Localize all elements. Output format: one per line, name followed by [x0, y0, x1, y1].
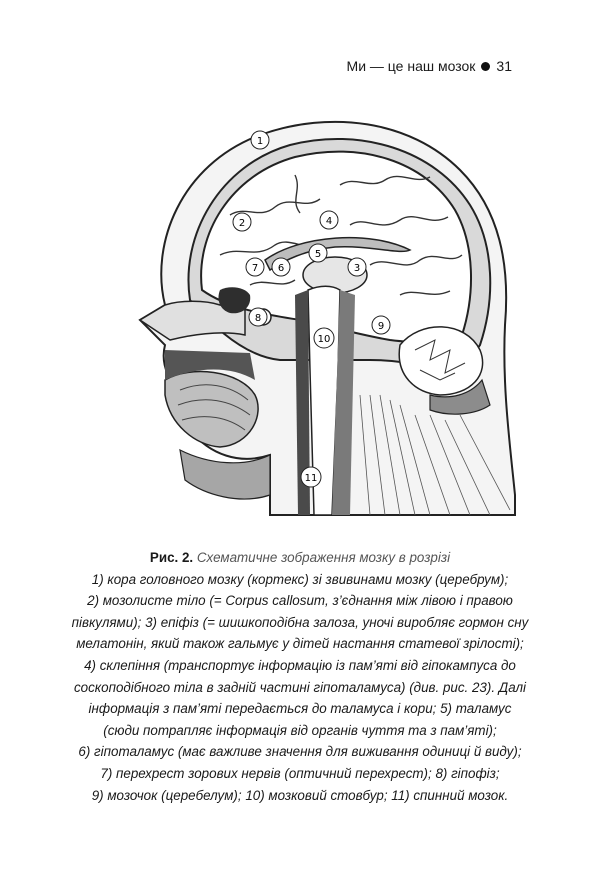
label-4 — [320, 211, 338, 229]
tongue — [165, 372, 258, 447]
caption-line: 4) склепіння (транспортує інформацію із пам’яті від гіпокампуса до — [84, 657, 516, 673]
caption-line: мелатонін, який також гальмує у дітей настання статевої зрілості); — [76, 636, 524, 652]
caption-line: 1) кора головного мозку (кортекс) зі звивинами мозку (церебрум); — [91, 571, 509, 587]
caption-line: 7) перехрест зорових нервів (оптичний перехрест); 8) гіпофіз; — [100, 765, 500, 781]
caption-line: півкулями); 3) епіфіз (= шишкоподібна залоза, уночі виробляє гормон сну — [71, 614, 529, 630]
label-7 — [246, 258, 264, 276]
label-6 — [272, 258, 290, 276]
svg-text:9: 9 — [377, 321, 385, 332]
label-1 — [251, 131, 269, 149]
caption-line: 6) гіпоталамус (має важливе значення для виживання одиниці й виду); — [78, 744, 522, 760]
figure-caption — [40, 547, 560, 806]
label-2 — [233, 213, 251, 231]
caption-line: (сюди потрапляє інформація від органів чуття та з пам’яті); — [103, 722, 497, 738]
svg-text:2: 2 — [238, 218, 246, 229]
svg-text:1: 1 — [256, 136, 264, 147]
svg-text:11: 11 — [304, 473, 318, 484]
caption-line: 9) мозочок (церебелум); 10) мозковий стовбур; 11) спинний мозок. — [91, 787, 509, 803]
figure-label: Рис. 2. — [149, 550, 194, 565]
running-head — [347, 58, 512, 74]
figure-title: Схематичне зображення мозку в розрізі — [196, 550, 451, 565]
svg-text:7: 7 — [251, 263, 259, 274]
bullet-icon — [481, 62, 490, 71]
caption-heading — [40, 547, 560, 569]
svg-text:6: 6 — [277, 263, 285, 274]
svg-text:4: 4 — [325, 216, 333, 227]
svg-text:10: 10 — [317, 334, 331, 345]
running-title: Ми — це наш мозок — [346, 58, 476, 74]
caption-line: соскоподібного тіла в задній частині гіпоталамуса) (див. рис. 23). Далі — [73, 679, 527, 695]
svg-text:3: 3 — [353, 263, 361, 274]
label-11 — [301, 467, 321, 487]
svg-text:5: 5 — [314, 249, 322, 260]
caption-line: 2) мозолисте тіло (= Corpus callosum, з’єднання між лівою і правою — [87, 593, 513, 609]
label-3 — [348, 258, 366, 276]
label-5 — [309, 244, 327, 262]
label-10 — [314, 328, 334, 348]
label-9 — [372, 316, 390, 334]
page-number: 31 — [496, 58, 512, 74]
brain-section-illustration — [70, 95, 530, 535]
caption-line: інформація з пам’яті передається до таламуса і кори; 5) таламус — [88, 701, 512, 717]
svg-text:8: 8 — [254, 313, 262, 324]
label-8 — [249, 308, 267, 326]
